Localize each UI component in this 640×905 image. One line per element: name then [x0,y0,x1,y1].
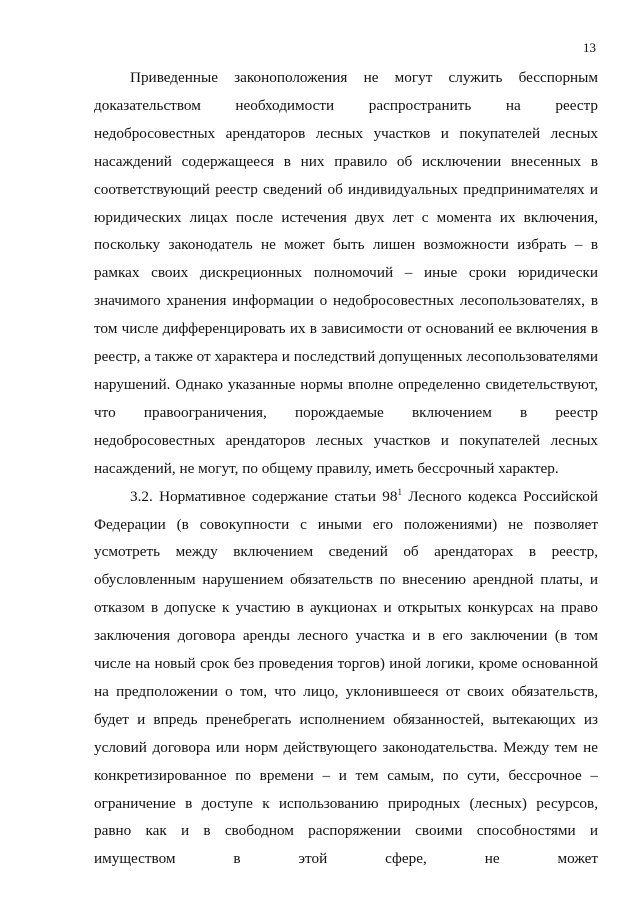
paragraph-2-text-start: 3.2. Нормативное содержание статьи 98 [130,487,398,505]
document-body [94,64,598,873]
paragraph-2-text-rest: Лесного кодекса Российской Федерации (в совокупности с иными его положениями) не позволяет усмотреть между включением сведений об арендаторах в реестр, обусловленным нарушением обязательств по внесению арендной платы, и отказом в допуске к участию в аукционах и открытых конкурсах на право заключения договора аренды лесного участка и в его заключении (в том числе на новый срок без проведения торгов) иной логики, кроме основанной на предположении о том, что лицо, уклонившееся от своих обязательств, будет и впредь пренебрегать исполнением обязанностей, вытекающих из условий договора или норм действующего законодательства. Между тем не конкретизированное по времени – и тем самым, по сути, бессрочное – ограничение в доступе к использованию природных (лесных) ресурсов, равно как и в свободном распоряжении своими способностями и имуществом в этой сфере, не может [94,487,598,868]
page-number: 13 [583,40,596,55]
paragraph-1: Приведенные законоположения не могут служить бесспорным доказательством необходимости распространить на реестр недобросовестных арендаторов лесных участков и покупателей лесных насаждений содержащееся в них правило об исключении внесенных в соответствующий реестр сведений об индивидуальных предпринимателях и юридических лицах после истечения двух лет с момента их включения, поскольку законодатель не может быть лишен возможности избрать – в рамках своих дискреционных полномочий – иные сроки юридически значимого хранения информации о недобросовестных лесопользователях, в том числе дифференцировать их в зависимости от оснований ее включения в реестр, а также от характера и последствий допущенных лесопользователями нарушений. Однако указанные нормы вполне определенно свидетельствуют, что правоограничения, порождаемые включением в реестр недобросовестных арендаторов лесных участков и покупателей лесных насаждений, не могут, по общему правилу, иметь бессрочный характер. [94,69,598,477]
paragraph-2 [94,483,598,874]
article-superscript: 1 [397,486,402,497]
